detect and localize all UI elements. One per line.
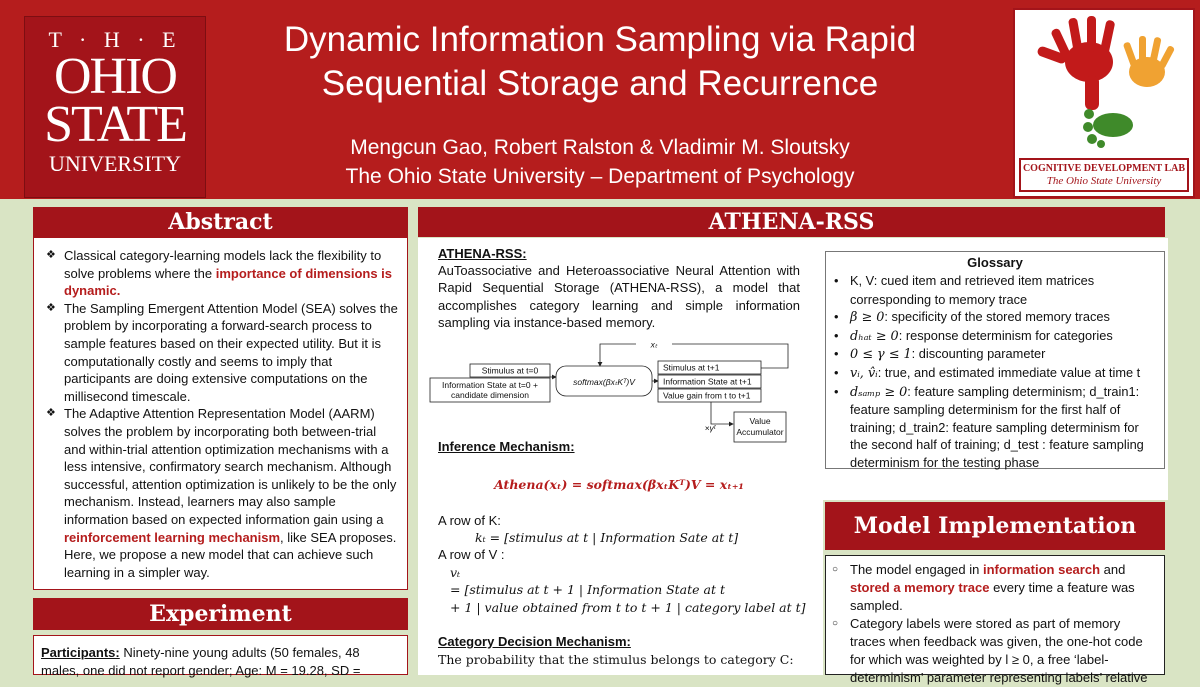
model-implementation-box [825,555,1165,685]
logo-the: T · H · E [48,27,182,52]
cognitive-development-lab-logo [1013,8,1195,198]
athena-heading: ATHENA-RSS [418,207,1165,237]
glossary-heading: Glossary [967,255,1023,270]
abstract-item: ❖ Classical category-learning models lack the flexibility to solve problems where the importance of dimensions is dynamic. [42,247,399,300]
category-decision-heading: Category Decision Mechanism: [438,634,631,649]
gamma-discount-label: ×γᵗ [704,423,716,433]
abstract-box [33,237,408,590]
stimulus-t0-label: Stimulus at t=0 [481,365,539,376]
experiment-heading: Experiment [33,598,408,630]
stimulus-t1-label: Stimulus at t+1 [663,362,720,373]
glossary-list [826,272,1164,472]
participants-text: Ninety-nine young adults (50 females, 48 males, one did not report gender; Age: M = 19.28, SD = [41,645,361,678]
poster-header [0,0,1200,199]
abstract-list [42,247,399,581]
info-state-t1-label: Information State at t+1 [663,376,752,387]
softmax-node-label: softmax(βxₜKᵀ)V [573,377,635,387]
athena-label: ATHENA-RSS: [438,246,527,261]
ohio-state-logo [24,16,206,198]
model-implementation-heading: Model Implementation [825,502,1165,550]
glossary-item: • β ≥ 0: specificity of the stored memory traces [826,308,1164,327]
glossary-item: • vᵢ, v̂ᵢ: true, and estimated immediate value at time t [826,364,1164,383]
abstract-heading: Abstract [33,207,408,237]
glossary-item: • dₛₐₘₚ ≥ 0: feature sampling determinism; d_train1: feature sampling determinism for the first half of training; d_train2: feature sampling determinism for the second half of training; d_test : feature sampling determinism for the testing phase [826,383,1164,472]
row-k-formula: kₜ = [stimulus at t | Information Sate at t] [475,530,739,545]
participants-label: Participants: [41,645,120,660]
lab-logo-caption [1019,158,1189,192]
poster-title: Dynamic Information Sampling via Rapid Sequential Storage and Recurrence [283,20,917,103]
category-decision-text: The probability that the stimulus belongs to category C: [438,652,794,667]
value-accumulator-label-2: Accumulator [736,427,784,437]
author-names: Mengcun Gao, Robert Ralston & Vladimir M. Sloutsky [350,136,850,159]
logo-state: STATE [44,96,186,153]
glossary-item: • 0 ≤ γ ≤ 1: discounting parameter [826,345,1164,364]
value-accumulator-label-1: Value [749,416,771,426]
row-k-label: A row of K: [438,513,501,528]
lab-subtitle: The Ohio State University [1046,175,1162,187]
left-margin [0,199,32,675]
inference-heading: Inference Mechanism: [438,439,575,454]
logo-university: UNIVERSITY [49,151,181,176]
glossary-item: • dₕₐₜ ≥ 0: response determinism for categories [826,327,1164,346]
row-v-variable: vₜ [450,565,461,580]
glossary-box [825,251,1165,469]
lab-name: COGNITIVE DEVELOPMENT LAB [1022,163,1186,174]
model-implementation-list [828,561,1156,687]
row-v-formula-line1: = [stimulus at t + 1 | Information State at t [450,582,725,597]
logo-ohio: OHIO [54,48,176,105]
inference-formula: Athena(xₜ) = softmax(βxₜKᵀ)V = xₜ₊₁ [494,477,744,492]
poster-authors [230,133,970,191]
abstract-item: ❖ The Sampling Emergent Attention Model (SEA) solves the problem by incorporating a forward-search process to sample features based on their expected utility. But it is computationally costly and seems to imply that participants are doing extensive computations on the millisecond timescale. [42,300,399,406]
affiliation: The Ohio State University – Department of Psychology [345,165,855,188]
value-gain-label: Value gain from t to t+1 [663,390,751,401]
model-implementation-item: ○ The model engaged in information search and stored a memory trace every time a feature was sampled. [828,561,1156,615]
row-v-formula-line2: + 1 | value obtained from t to t + 1 | category label at t] [450,600,806,615]
model-implementation-item: ○ Category labels were stored as part of memory traces when feedback was given, the one-hot code for which was weighted by l ≥ 0, a free ‘label-determinism’ parameter representing labels’ relative [828,615,1156,687]
handprints-icon [1015,10,1189,150]
xt-loop-label: xₜ [650,339,658,350]
glossary-item: • K, V: cued item and retrieved item matrices corresponding to memory trace [826,272,1164,308]
experiment-box [33,635,408,678]
athena-description: AuToassociative and Heteroassociative Neural Attention with Rapid Sequential Storage (ATHENA-RSS), a model that accomplishes category learning and simple information sampling via instance-based memory. [438,263,800,330]
info-state-t0-label: Information State at t=0 + [442,380,538,390]
abstract-item: ❖ The Adaptive Attention Representation Model (AARM) solves the problem by incorporating both between-trial and within-trial attention optimization mechanisms with a less intensive, confirmatory search mechanism. Although successful, attention optimization is unlikely to be the only mechanism. Instead, learners may also sample information based on expected information gain using a reinforcement learning mechanism, like SEA proposes. Here, we propose a new model that can achieve such learning in a simpler way. [42,405,399,581]
architecture-diagram [428,336,800,448]
candidate-dimension-label: candidate dimension [451,390,529,400]
row-v-label: A row of V : [438,547,505,562]
